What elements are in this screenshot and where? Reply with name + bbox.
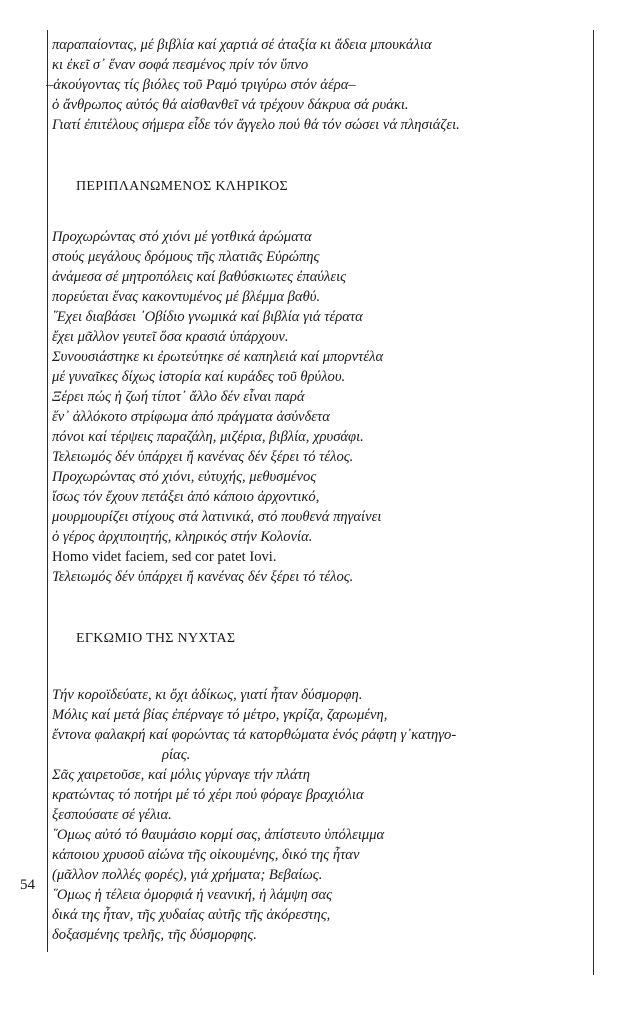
verse-line: –ἀκούγοντας τίς βιόλες τοῦ Ραμό τριγύρω στόν ἀέρα– [46, 77, 356, 93]
verse-line: Τελειωμός δέν ὑπάρχει ἤ κανένας δέν ξέρει τό τέλος. [52, 569, 354, 585]
poem-title: ΠΕΡΙΠΛΑΝΩΜΕΝΟΣ ΚΛΗΡΙΚΟΣ [76, 179, 288, 194]
verse-line: Μόλις καί μετά βίας ἐπέρναγε τό μέτρο, γκρίζα, ζαρωμένη, [52, 707, 388, 723]
verse-line: μουρμουρίζει στίχους στά λατινικά, στό πουθενά πηγαίνει [52, 509, 382, 525]
verse-line: ῞Εχει διαβάσει ᾽Οβίδιο γνωμικά καί βιβλία γιά τέρατα [52, 309, 363, 325]
verse-line: πόνοι καί τέρψεις παραζάλη, μιζέρια, βιβλία, χρυσάφι. [52, 429, 364, 445]
verse-line: δοξασμένης τρελῆς, τῆς δύσμορφης. [52, 927, 257, 943]
verse-line: ἔντονα φαλακρή καί φορώντας τά κατορθώματα ἑνός ράφτη γ᾽κατηγο- [52, 727, 457, 743]
left-margin-rule [47, 30, 48, 952]
verse-line: ὁ γέρος ἀρχιποιητής, κληρικός στήν Κολονία. [52, 529, 313, 545]
page-number: 54 [20, 877, 35, 893]
verse-line: ῞Ομως ἡ τέλεια ὀμορφιά ἡ νεανική, ἡ λάμψη σας [52, 887, 333, 903]
verse-line: ῞Ομως αὐτό τό θαυμάσιο κορμί σας, ἀπίστευτο ὑπόλειμμα [52, 827, 385, 843]
verse-line: ἴσως τόν ἔχουν πετάξει ἀπό κάποιο ἀρχοντικό, [52, 489, 320, 505]
verse-line: Τελειωμός δέν ὑπάρχει ἤ κανένας δέν ξέρει τό τέλος. [52, 449, 354, 465]
verse-line: στούς μεγάλους δρόμους τῆς πλατιᾶς Εὐρώπης [52, 249, 320, 265]
right-margin-rule [593, 30, 594, 975]
verse-line: Γιατί ἐπιτέλους σήμερα εἶδε τόν ἄγγελο πού θά τόν σώσει νά πλησιάζει. [52, 117, 460, 133]
verse-line: παραπαίοντας, μέ βιβλία καί χαρτιά σέ ἀταξία κι ἄδεια μπουκάλια [52, 37, 432, 53]
latin-verse-line: Homo videt faciem, sed cor patet Iovi. [52, 549, 277, 565]
poem-body-praise-of-night [52, 685, 592, 945]
verse-line: Σᾶς χαιρετοῦσε, καί μόλις γύρναγε τήν πλάτη [52, 767, 310, 783]
verse-line: πορεύεται ἕνας κακοντυμένος μέ βλέμμα βαθύ. [52, 289, 321, 305]
verse-line: κρατώντας τό ποτήρι μέ τό χέρι πού φόραγε βραχιόλια [52, 787, 364, 803]
verse-line: Συνουσιάστηκε κι ἐρωτεύτηκε σέ καπηλειά καί μπορντέλα [52, 349, 384, 365]
verse-line: δικά της ἦταν, τῆς χυδαίας αὐτῆς τῆς ἀκόρεστης, [52, 907, 331, 923]
verse-line-continuation: ρίας. [162, 747, 191, 763]
verse-line: Προχωρώντας στό χιόνι, εὐτυχής, μεθυσμένος [52, 469, 317, 485]
verse-line: κάποιου χρυσοῦ αἰώνα τῆς οἰκουμένης, δικό της ἦταν [52, 847, 360, 863]
verse-line: Προχωρώντας στό χιόνι μέ γοτθικά ἀρώματα [52, 229, 312, 245]
verse-line: Τήν κοροϊδεύατε, κι ὄχι ἀδίκως, γιατί ἦταν δύσμορφη. [52, 687, 363, 703]
continued-verse-block [46, 35, 592, 135]
poem-title: ΕΓΚΩΜΙΟ ΤΗΣ ΝΥΧΤΑΣ [76, 631, 236, 646]
verse-line: ξεσπούσατε σέ γέλια. [52, 807, 172, 823]
verse-line: ἀνάμεσα σέ μητροπόλεις καί βαθύσκιωτες ἐπαύλεις [52, 269, 347, 285]
verse-line: μέ γυναῖκες δίχως ἱστορία καί κυράδες τοῦ θρύλου. [52, 369, 346, 385]
verse-line: ἕν᾽ ἀλλόκοτο στρίφωμα ἀπό πράγματα ἀσύνδετα [52, 409, 330, 425]
verse-line: Ξέρει πώς ἡ ζωή τίποτ᾽ ἄλλο δέν εἶναι παρά [52, 389, 305, 405]
verse-line: (μᾶλλον πολλές φορές), γιά χρήματα; Βεβαίως. [52, 867, 323, 883]
verse-line: ἔχει μᾶλλον γευτεῖ ὅσα κρασιά ὑπάρχουν. [52, 329, 289, 345]
poem-body-wandering-cleric [52, 227, 592, 587]
verse-line: ὁ ἄνθρωπος αὐτός θά αἰσθανθεῖ νά τρέχουν δάκρυα σά ρυάκι. [52, 97, 409, 113]
verse-line: κι ἐκεῖ σ᾽ ἕναν σοφά πεσμένος πρίν τόν ὕπνο [52, 57, 309, 73]
